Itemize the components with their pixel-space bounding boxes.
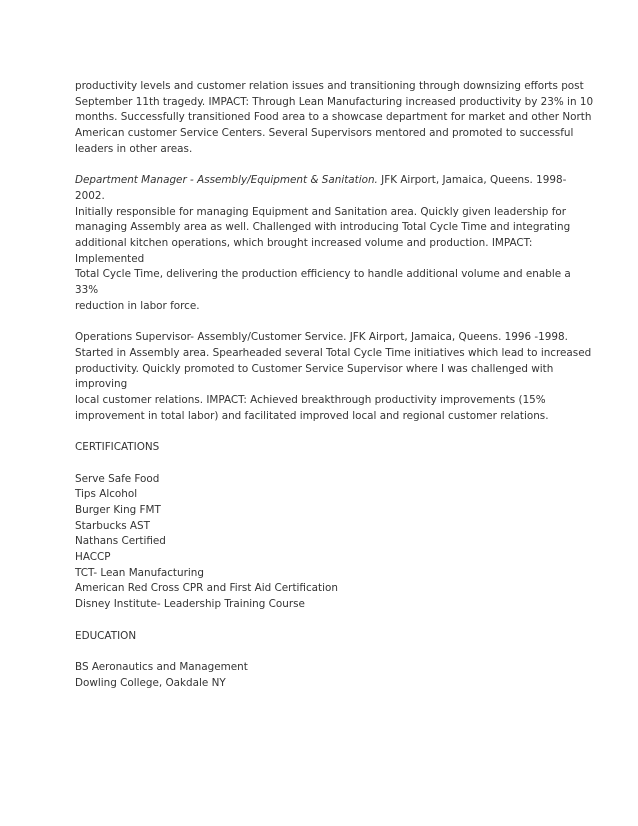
job-department-manager	[75, 173, 595, 314]
education-heading: EDUCATION	[75, 629, 137, 642]
certification-item: TCT- Lean Manufacturing	[75, 566, 204, 579]
certifications-list	[75, 472, 595, 613]
certification-item: Starbucks AST	[75, 519, 150, 532]
certification-item: Burger King FMT	[75, 503, 161, 516]
certification-item: Nathans Certified	[75, 535, 166, 548]
certification-item: HACCP	[75, 551, 111, 564]
certification-item: Disney Institute- Leadership Training Course	[75, 598, 305, 611]
job-title: Department Manager - Assembly/Equipment & Sanitation.	[75, 174, 378, 187]
resume-page	[75, 79, 595, 691]
job-meta: JFK Airport, Jamaica, Queens. 1998-2002.	[75, 174, 567, 202]
experience-continuation: productivity levels and customer relation issues and transitioning through downsizing efforts post September 11th tragedy. IMPACT: Through Lean Manufacturing increased productivity by 23% in 10 months. Successfully transitioned Food area to a showcase department for market and other North American customer Service Centers. Several Supervisors mentored and promoted to successful leaders in other areas.	[75, 80, 594, 155]
education-block	[75, 660, 595, 691]
certification-item: American Red Cross CPR and First Aid Certification	[75, 582, 338, 595]
certifications-heading: CERTIFICATIONS	[75, 441, 160, 454]
certification-item: Serve Safe Food	[75, 472, 160, 485]
education-degree: BS Aeronautics and Management	[75, 660, 248, 673]
certification-item: Tips Alcohol	[75, 488, 138, 501]
education-school: Dowling College, Oakdale NY	[75, 676, 226, 689]
job-description: Initially responsible for managing Equipment and Sanitation area. Quickly given leadership for managing Assembly area as well. Challenged with introducing Total Cycle Time and integrating additional kitchen operations, which brought increased volume and production. IMPACT: Implemented Total Cycle Time, delivering the production efficiency to handle additional volume and enable a 33% reduction in labor force.	[75, 205, 571, 312]
job-operations-supervisor: Operations Supervisor- Assembly/Customer Service. JFK Airport, Jamaica, Queens. 1996 -1998. Started in Assembly area. Spearheaded several Total Cycle Time initiatives which lead to increased productivity. Quickly promoted to Customer Service Supervisor where I was challenged with improving local customer relations. IMPACT: Achieved breakthrough productivity improvements (15% improvement in total labor) and facilitated improved local and regional customer relations.	[75, 331, 592, 422]
